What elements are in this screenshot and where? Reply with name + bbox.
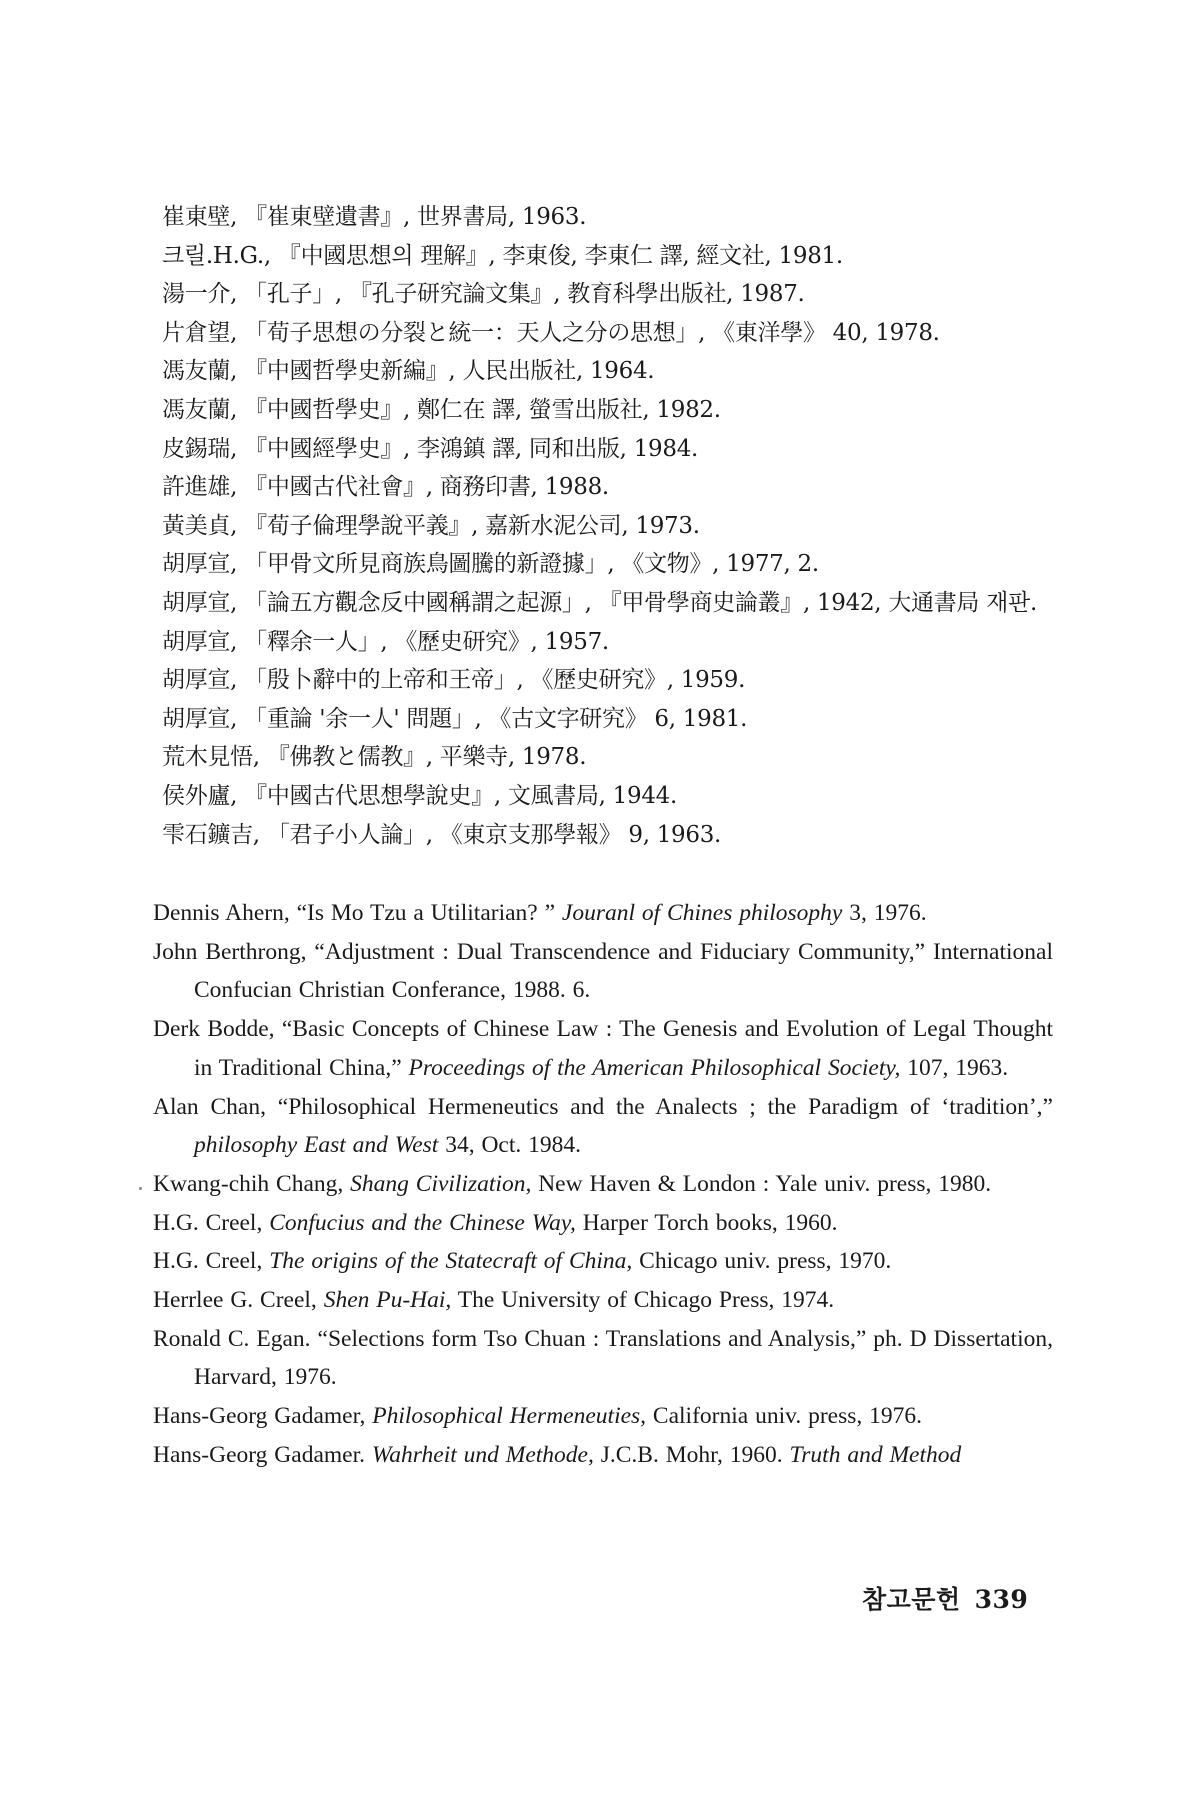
reference-item: 雫石鑛吉, 「君子小人論」, 《東京支那學報》 9, 1963. <box>162 821 722 848</box>
reference-item: Dennis Ahern, “Is Mo Tzu a Utilitarian? ” Jouranl of Chines philosophy 3, 1976. <box>153 900 927 926</box>
reference-item: 胡厚宣, 「殷卜辭中的上帝和王帝」, 《歷史研究》, 1959. <box>162 667 746 694</box>
reference-item: Ronald C. Egan. “Selections form Tso Chuan : Translations and Analysis,” ph. D Dissertation, Harvard, 1976. <box>153 1325 1053 1391</box>
asian-reference-list <box>162 198 1062 854</box>
reference-item: Derk Bodde, “Basic Concepts of Chinese Law : The Genesis and Evolution of Legal Thought in Traditional China,” Proceedings of the American Philosophical Society, 107, 1963. <box>153 1016 1053 1081</box>
western-reference-list <box>153 894 1053 1475</box>
reference-item: Hans-Georg Gadamer. Wahrheit und Methode, J.C.B. Mohr, 1960. Truth and Method <box>153 1441 962 1468</box>
reference-item: Kwang-chih Chang, Shang Civilization, New Haven & London : Yale univ. press, 1980. <box>153 1170 992 1197</box>
reference-item: 黃美貞, 『荀子倫理學說平義』, 嘉新水泥公司, 1973. <box>162 512 700 539</box>
reference-item: 湯一介, 「孔子」, 『孔子研究論文集』, 教育科學出版社, 1987. <box>162 281 805 308</box>
reference-item: 胡厚宣, 「甲骨文所見商族鳥圖騰的新證據」, 《文物》, 1977, 2. <box>162 551 819 578</box>
reference-item: Herrlee G. Creel, Shen Pu-Hai, The University of Chicago Press, 1974. <box>153 1287 835 1314</box>
reference-item: 馮友蘭, 『中國哲學史新編』, 人民出版社, 1964. <box>162 358 655 385</box>
reference-item: 片倉望, 「荀子思想の分裂と統一：天人之分の思想」, 《東洋學》 40, 1978. <box>162 319 940 346</box>
reference-item: 胡厚宣, 「釋余一人」, 《歷史研究》, 1957. <box>162 628 609 655</box>
reference-item: 胡厚宣, 「論五方觀念反中國稱謂之起源」, 『甲骨學商史論叢』, 1942, 大通書局 재판. <box>162 589 1037 616</box>
reference-item: 侯外廬, 『中國古代思想學說史』, 文風書局, 1944. <box>162 782 678 809</box>
reference-item: 皮錫瑞, 『中國經學史』, 李鴻鎮 譯, 同和出版, 1984. <box>162 435 699 462</box>
reference-item: 許進雄, 『中國古代社會』, 商務印書, 1988. <box>162 474 609 501</box>
section-title: 참고문헌 <box>862 1585 961 1614</box>
reference-item: John Berthrong, “Adjustment : Dual Transcendence and Fiduciary Community,” International Confucian Christian Conferance, 1988. 6. <box>153 938 1053 1004</box>
reference-item: 胡厚宣, 「重論 '余一人' 問題」, 《古文字研究》 6, 1981. <box>162 705 748 732</box>
page-footer <box>862 1580 1028 1616</box>
reference-item: Hans-Georg Gadamer, Philosophical Hermeneuties, California univ. press, 1976. <box>153 1403 922 1430</box>
reference-item: 馮友蘭, 『中國哲學史』, 鄭仁在 譯, 螢雪出版社, 1982. <box>162 396 721 423</box>
reference-item: Alan Chan, “Philosophical Hermeneutics and the Analects ; the Paradigm of ‘tradition’,” philosophy East and West 34, Oct. 1984. <box>153 1093 1053 1159</box>
page-number: 339 <box>974 1585 1029 1614</box>
reference-item: 崔東壁, 『崔東壁遺書』, 世界書局, 1963. <box>162 204 587 230</box>
reference-item: H.G. Creel, The origins of the Statecraft of China, Chicago univ. press, 1970. <box>153 1248 892 1275</box>
reference-item: 크릴.H.G., 『中國思想의 理解』, 李東俊, 李東仁 譯, 經文社, 1981. <box>162 242 843 269</box>
margin-mark <box>139 1187 142 1190</box>
reference-item: 荒木見悟, 『佛教と儒教』, 平樂寺, 1978. <box>162 744 587 771</box>
reference-item: H.G. Creel, Confucius and the Chinese Way, Harper Torch books, 1960. <box>153 1209 838 1236</box>
